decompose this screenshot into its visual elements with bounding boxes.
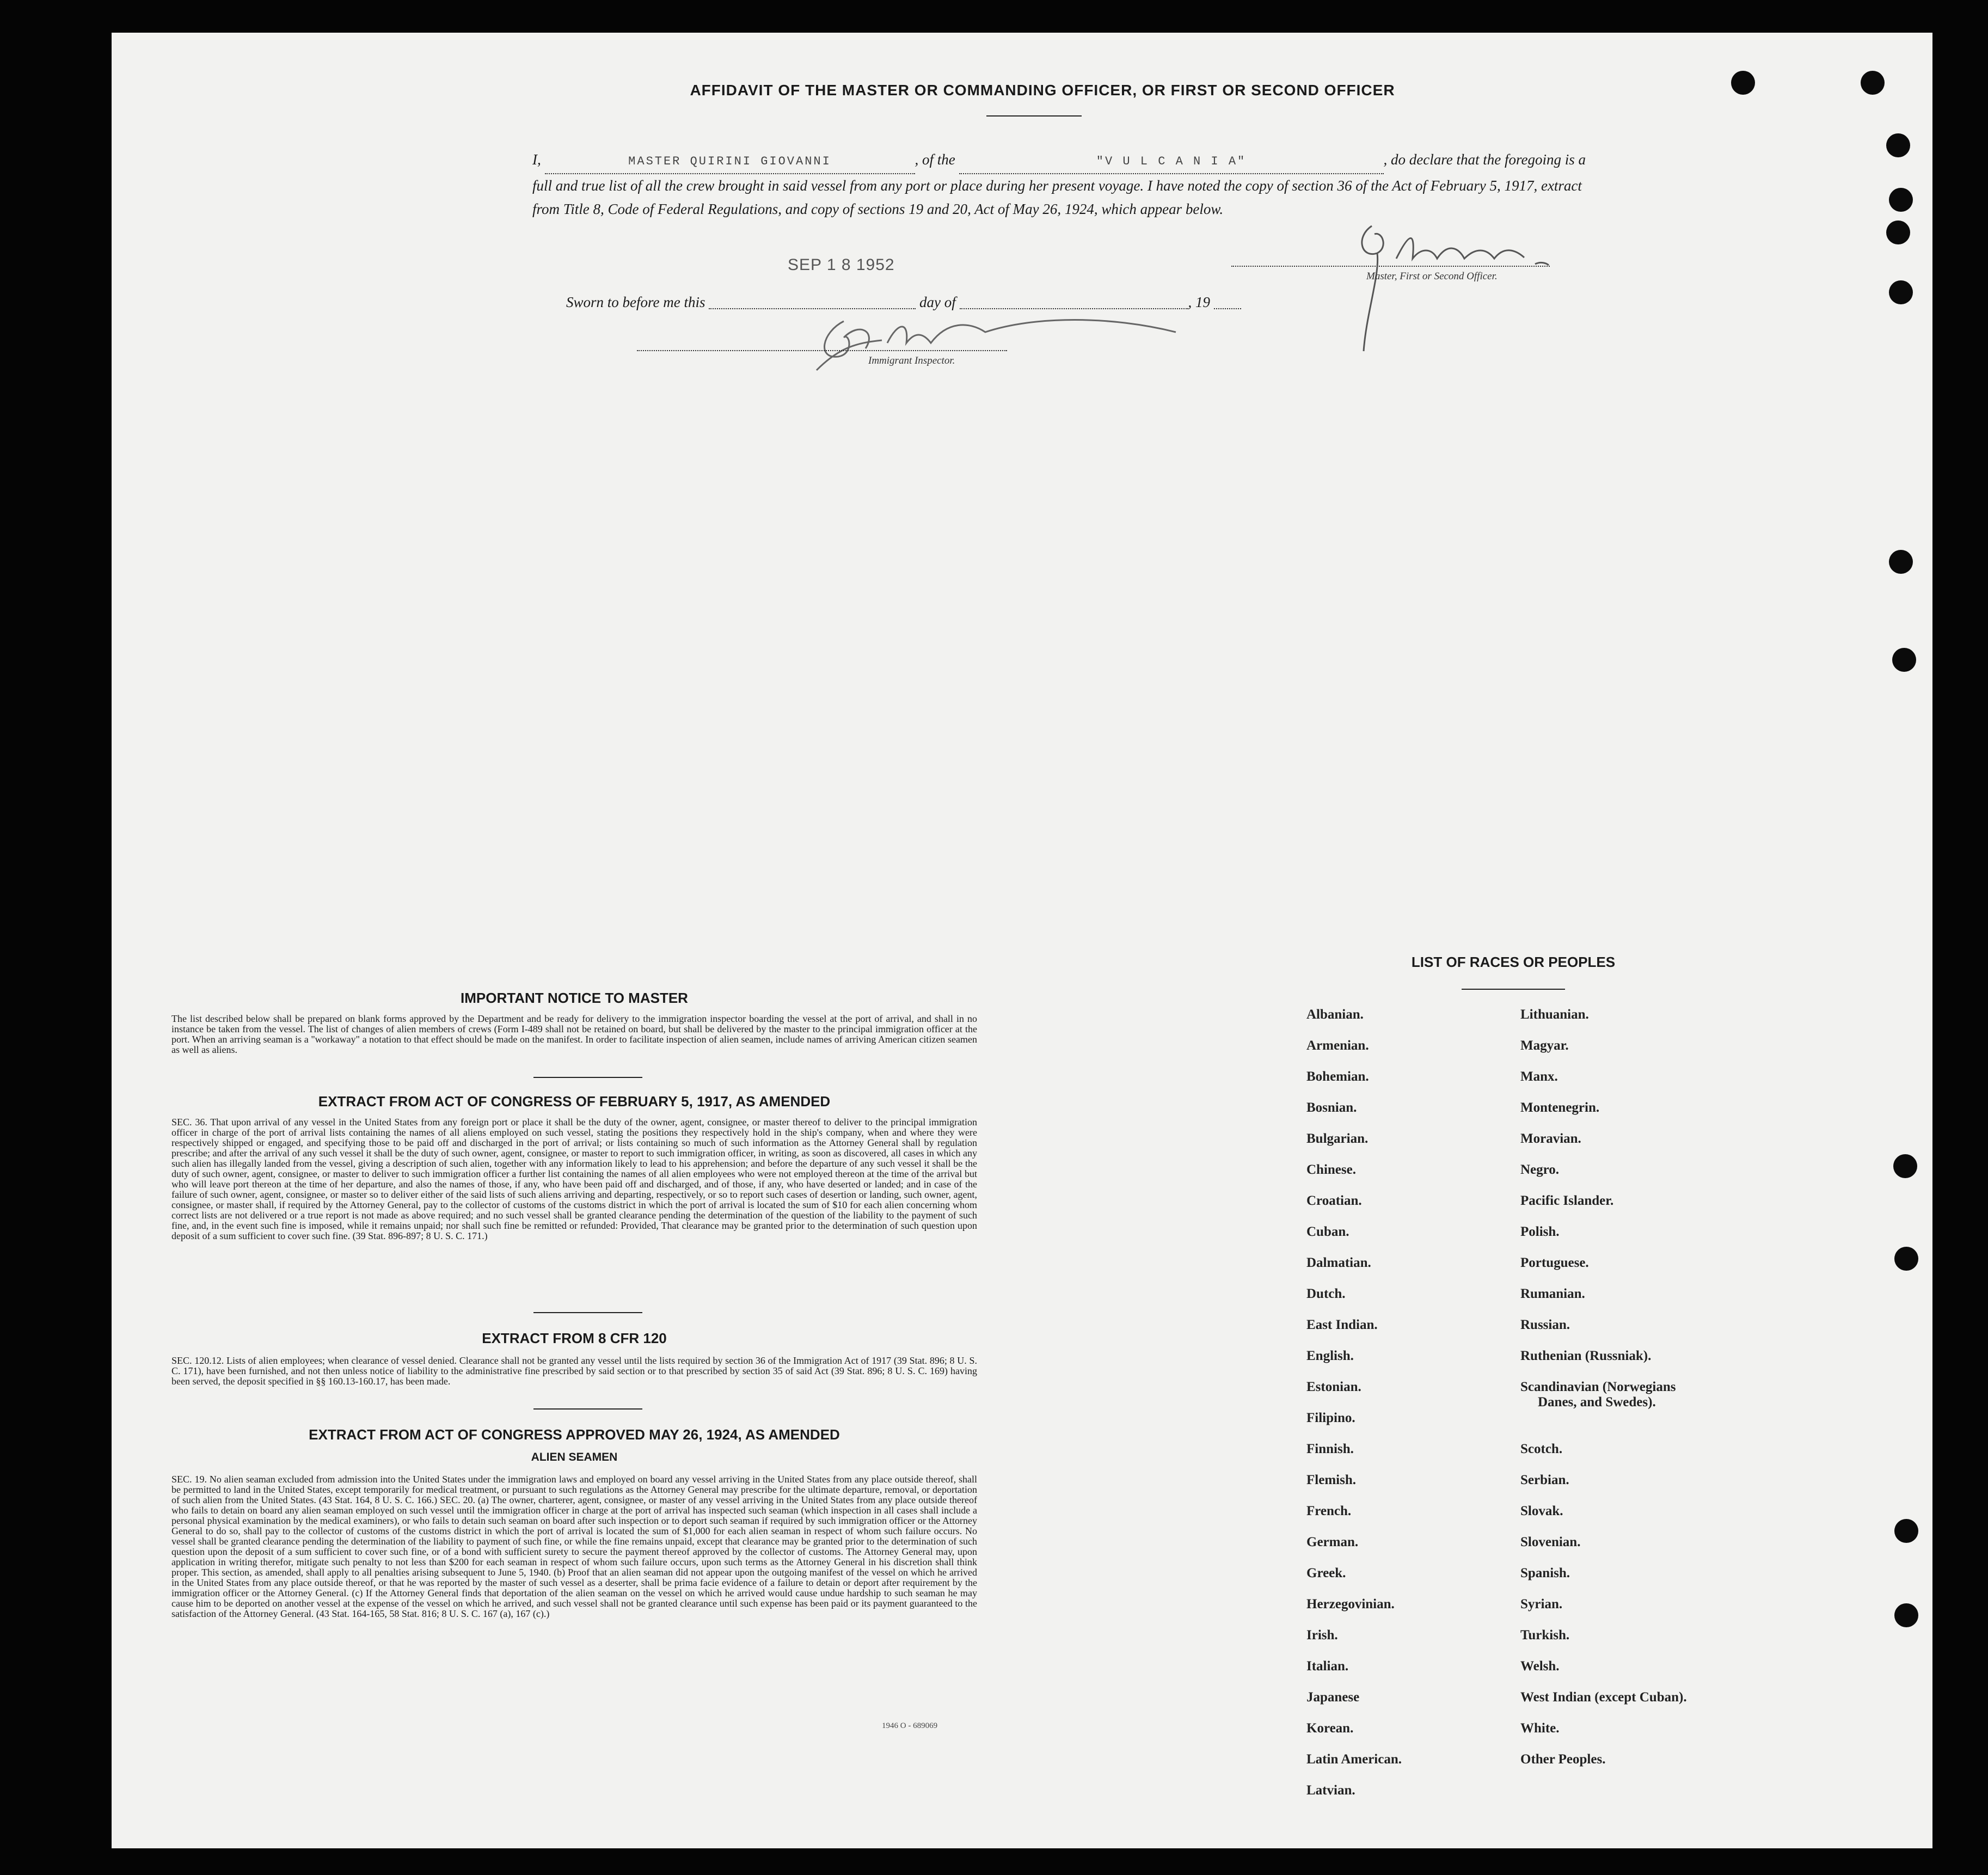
- punch-hole: [1894, 1519, 1918, 1543]
- extract-1924-subtitle: ALIEN SEAMEN: [531, 1451, 618, 1463]
- race-item: Portuguese.: [1520, 1255, 1589, 1270]
- punch-hole: [1886, 133, 1910, 157]
- declaration-text: [532, 148, 1591, 221]
- race-item: Herzegovinian.: [1306, 1597, 1395, 1611]
- race-item: Korean.: [1306, 1721, 1354, 1736]
- race-item: Finnish.: [1306, 1442, 1354, 1456]
- sworn-line: [566, 294, 1285, 311]
- races-rule: [1462, 989, 1565, 990]
- race-item: Cuban.: [1306, 1224, 1349, 1239]
- affidavit-title: AFFIDAVIT OF THE MASTER OR COMMANDING OFFICER, OR FIRST OR SECOND OFFICER: [690, 82, 1395, 99]
- races-title: LIST OF RACES OR PEOPLES: [1411, 954, 1616, 970]
- race-item: Slovenian.: [1520, 1535, 1581, 1549]
- race-item: Croatian.: [1306, 1193, 1362, 1208]
- race-item: Other Peoples.: [1520, 1752, 1606, 1767]
- race-item: Filipino.: [1306, 1411, 1355, 1425]
- race-item: Flemish.: [1306, 1473, 1356, 1487]
- race-item: English.: [1306, 1349, 1354, 1363]
- of-the-label: , of the: [915, 151, 955, 168]
- punch-hole: [1894, 1603, 1918, 1627]
- footer-code: 1946 O - 689069: [882, 1721, 938, 1730]
- race-item: Bohemian.: [1306, 1069, 1369, 1084]
- race-item: Moravian.: [1520, 1131, 1581, 1146]
- race-item: Syrian.: [1520, 1597, 1563, 1611]
- inspector-signature-line[interactable]: [637, 350, 1007, 351]
- race-item: French.: [1306, 1504, 1352, 1518]
- notice-text: The list described below shall be prepared on blank forms approved by the Department and be ready for delivery to the immigration inspector boarding the vessel at the port of arrival, and shall in no instance be taken from the vessel. The list of changes of alien members of crews (Form I-489 shall not be retained on board, but shall be delivered by the master to the principal immigration officer at the port. When an arriving seaman is a "workaway" a notation to that effect should be made on the manifest. In order to facilitate inspection of alien seamen, include names of arriving American citizen seamen as well as aliens.: [171, 1013, 977, 1055]
- race-item: Scotch.: [1520, 1442, 1563, 1456]
- race-item: Chinese.: [1306, 1162, 1356, 1177]
- i-label: I,: [532, 151, 541, 168]
- date-stamp: SEP 1 8 1952: [788, 256, 895, 274]
- race-item: Armenian.: [1306, 1038, 1369, 1053]
- sworn-day-field[interactable]: [709, 298, 916, 309]
- declaration-body: that the foregoing is a full and true list of all the crew brought in said vessel from any port or place during her present voyage. I have noted the copy of section 36 of the Act of February 5, 1917, extract from Title 8, Code of Federal Regulations, and copy of sections 19 and 20, Act of May 26, 1924, which appear below.: [532, 151, 1586, 217]
- race-item: Welsh.: [1520, 1659, 1560, 1674]
- race-item: Estonian.: [1306, 1380, 1361, 1394]
- race-item: Spanish.: [1520, 1566, 1570, 1580]
- race-item: Danes, and Swedes).: [1538, 1395, 1656, 1410]
- extract-cfr-text: SEC. 120.12. Lists of alien employees; when clearance of vessel denied. Clearance shall not be granted any vessel until the lists required by section 36 of the Immigration Act of 1917 (39 Stat. 896; 8 U. S. C. 171), have been furnished, and not then unless notice of liability to the administrative fine prescribed by said section or to that prescribed by section 35 of said Act (39 Stat. 896; 8 U. S. C. 169) having been served, the deposit specified in §§ 160.13-160.17, has been made.: [171, 1355, 977, 1387]
- race-item: Scandinavian (Norwegians: [1520, 1380, 1676, 1394]
- race-item: Lithuanian.: [1520, 1007, 1589, 1022]
- vessel-name-field[interactable]: "V U L C A N I A": [959, 150, 1384, 174]
- sworn-month-field[interactable]: [960, 298, 1188, 309]
- race-item: Bosnian.: [1306, 1100, 1357, 1115]
- race-item: Pacific Islander.: [1520, 1193, 1614, 1208]
- notice-title: IMPORTANT NOTICE TO MASTER: [461, 990, 688, 1006]
- punch-hole: [1892, 648, 1916, 672]
- punch-hole: [1894, 1247, 1918, 1271]
- punch-hole: [1889, 550, 1913, 574]
- extract-1917-text: SEC. 36. That upon arrival of any vessel in the United States from any foreign port or place it shall be the duty of the owner, agent, consignee, or master thereof to deliver to the principal immigration officer in charge of the port of arrival lists containing the names of all aliens employed on such vessel, stating the positions they respectively hold in the ship's company, when and where they were respectively shipped or engaged, and specifying those to be paid off and discharged in the port of arrival; or lists containing so much of such information as the Attorney General shall by regulation prescribe; and after the arrival of any such vessel it shall be the duty of such owner, agent, consignee, or master to report to such immigration officer, in writing, as soon as discovered, all cases in which any such alien has illegally landed from the vessel, giving a description of such alien, together with any information likely to lead to his apprehension; and before the departure of any such vessel it shall be the duty of such owner, agent, consignee, or master to deliver to such immigration officer a further list containing the names of all alien employees who were not employed thereon at the time of the arrival but who will leave port thereon at the time of her departure, and also the names of those, if any, who have been paid off and discharged, and of those, if any, who have deserted or landed; and in case of the failure of such owner, agent, consignee, or master so to deliver either of the said lists of such aliens arriving and departing, respectively, or so to report such cases of desertion or landing, such owner, agent, consignee, or master shall, if required by the Attorney General, pay to the collector of customs of the customs district in which the port of arrival is located the sum of $10 for each alien concerning whom correct lists are not delivered or a true report is not made as above required; and no such vessel shall be granted clearance pending the determination of the question of the liability to the payment of such fine, and, in the event such fine is imposed, while it remains unpaid; nor shall such fine be remitted or refunded: Provided, That clearance may be granted prior to the determination of such question upon deposit of a sum sufficient to cover such fine. (39 Stat. 896-897; 8 U. S. C. 171.): [171, 1117, 977, 1241]
- punch-hole: [1861, 71, 1885, 95]
- day-of-label: day of: [919, 294, 956, 310]
- race-item: Negro.: [1520, 1162, 1560, 1177]
- extract-cfr-title: EXTRACT FROM 8 CFR 120: [482, 1330, 667, 1346]
- extract-1917-rule: [533, 1312, 642, 1313]
- extract-1924-text: SEC. 19. No alien seaman excluded from admission into the United States under the immigration laws and employed on board any vessel arriving in the United States from any place outside thereof, shall be permitted to land in the United States, except temporarily for medical treatment, or pursuant to such regulations as the Attorney General may prescribe for the ultimate departure, removal, or deportation of such alien from the United States. (43 Stat. 164, 8 U. S. C. 166.) SEC. 20. (a) The owner, charterer, agent, consignee, or master of any vessel arriving in the United States from any place outside thereof who fails to detain on board any alien seaman employed on such vessel until the immigration officer in charge at the port of arrival has inspected such seaman (which inspection in all cases shall include a personal physical examination by the medical examiners), or who fails to detain such seaman on board after such inspection or to deport such seaman if required by such immigration officer or the Attorney General to do so, shall pay to the collector of customs of the customs district in which the port of arrival is located the sum of $1,000 for each alien seaman in respect of whom such failure occurs. No vessel shall be granted clearance pending the determination of the liability to payment of such fine, or while the fine remains unpaid, except that clearance may be granted prior to the determination of such question upon the deposit of a sum sufficient to cover such fine, or of a bond with sufficient surety to secure the payment thereof approved by the collector of customs. The Attorney General may, upon application in writing therefor, mitigate such penalty to not less than $200 for each seaman in respect of whom such failure occurs, upon such terms as the Attorney General in his discretion shall think proper. This section, as amended, shall apply to all penalties arising subsequent to June 5, 1940. (b) Proof that an alien seaman did not appear upon the outgoing manifest of the vessel on which he arrived in the United States from any place outside thereof, or that he was reported by the master of such vessel as a deserter, shall be prima facie evidence of a failure to detain or deport after requirement by the immigration officer or the Attorney General. (c) If the Attorney General finds that deportation of the alien seaman on the vessel on which he arrived would cause undue hardship to such seaman he may cause him to be deported on another vessel at the expense of the vessel on which he arrived, and such vessel shall not be granted clearance until such expense has been paid or its payment guaranteed to the satisfaction of the Attorney General. (43 Stat. 164-165, 58 Stat. 816; 8 U. S. C. 167 (a), 167 (c).): [171, 1474, 977, 1619]
- race-item: Serbian.: [1520, 1473, 1569, 1487]
- master-name-field[interactable]: MASTER QUIRINI GIOVANNI: [545, 150, 915, 174]
- race-item: Rumanian.: [1520, 1286, 1585, 1301]
- race-item: East Indian.: [1306, 1318, 1378, 1332]
- inspector-caption: Immigrant Inspector.: [868, 355, 955, 366]
- race-item: Irish.: [1306, 1628, 1338, 1643]
- title-rule: [986, 115, 1082, 117]
- race-item: Dalmatian.: [1306, 1255, 1371, 1270]
- race-item: White.: [1520, 1721, 1560, 1736]
- race-item: Manx.: [1520, 1069, 1558, 1084]
- race-item: Slovak.: [1520, 1504, 1563, 1518]
- race-item: Ruthenian (Russniak).: [1520, 1349, 1652, 1363]
- extract-cfr-rule: [533, 1408, 642, 1410]
- race-item: Russian.: [1520, 1318, 1570, 1332]
- race-item: Polish.: [1520, 1224, 1560, 1239]
- race-item: Latvian.: [1306, 1783, 1355, 1798]
- race-item: Bulgarian.: [1306, 1131, 1369, 1146]
- punch-hole: [1731, 71, 1755, 95]
- master-signature: [1350, 215, 1557, 357]
- race-item: Montenegrin.: [1520, 1100, 1600, 1115]
- sworn-label: Sworn to before me this: [566, 294, 705, 310]
- race-item: Japanese: [1306, 1690, 1360, 1705]
- notice-rule: [533, 1077, 642, 1078]
- extract-1917-title: EXTRACT FROM ACT OF CONGRESS OF FEBRUARY 5, 1917, AS AMENDED: [318, 1093, 831, 1110]
- inspector-signature: [806, 310, 1187, 376]
- race-item: Dutch.: [1306, 1286, 1346, 1301]
- race-item: Magyar.: [1520, 1038, 1569, 1053]
- year-prefix: , 19: [1188, 294, 1210, 310]
- race-item: Latin American.: [1306, 1752, 1402, 1767]
- do-declare-label: , do declare: [1383, 151, 1453, 168]
- race-item: Greek.: [1306, 1566, 1346, 1580]
- race-item: Turkish.: [1520, 1628, 1570, 1643]
- punch-hole: [1893, 1154, 1917, 1178]
- race-item: Albanian.: [1306, 1007, 1364, 1022]
- punch-hole: [1889, 280, 1913, 304]
- race-item: German.: [1306, 1535, 1359, 1549]
- race-item: Italian.: [1306, 1659, 1349, 1674]
- race-item: West Indian (except Cuban).: [1520, 1690, 1687, 1705]
- master-caption: Master, First or Second Officer.: [1366, 271, 1498, 282]
- extract-1924-title: EXTRACT FROM ACT OF CONGRESS APPROVED MAY 26, 1924, AS AMENDED: [309, 1426, 840, 1443]
- sworn-year-field[interactable]: [1214, 298, 1241, 309]
- punch-hole: [1889, 188, 1913, 212]
- punch-hole: [1886, 220, 1910, 244]
